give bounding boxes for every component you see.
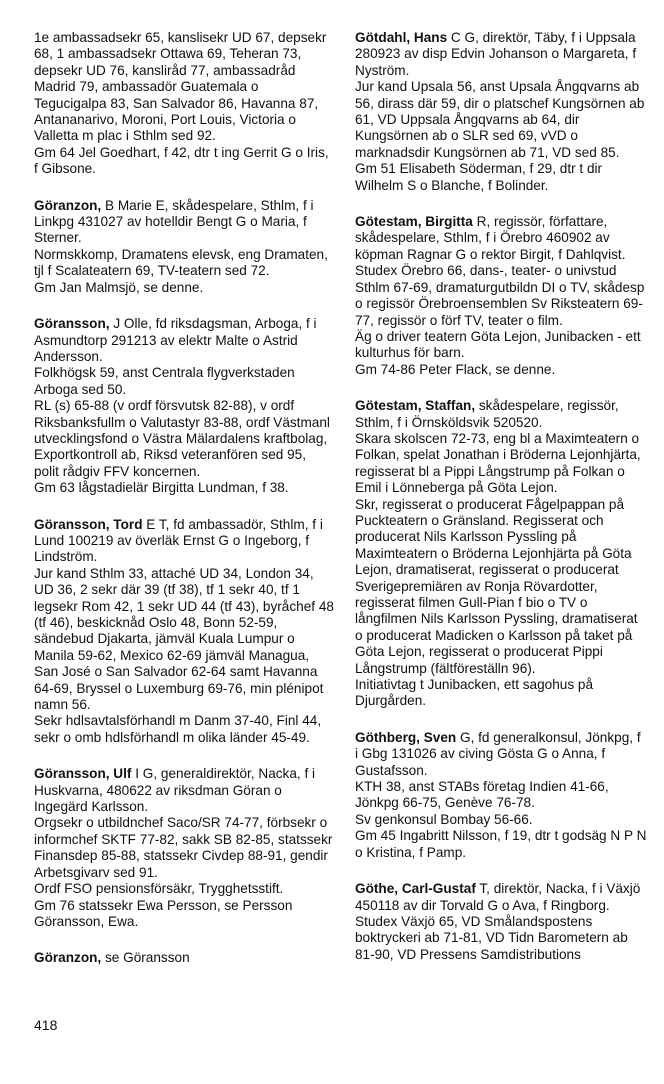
entry-text: Jur kand Sthlm 33, attaché UD 34, London 34, UD 36, 2 sekr där 39 (tf 38), tf 1 sekr 40, tf 1 legsekr Rom 42, 1 sekr UD 44 (tf 43), byråchef 48 (tf 46), beskicknåd Oslo 48, Bonn 52-59, sändebud Djakarta, jämväl Kuala Lumpur o Manila 59-62, Mexico 62-69 jämväl Managua, San José o San Salvador 62-64 samt Havanna 64-69, Bryssel o Luxemburg 69-76, min plénipot namn 56. bbox=[34, 565, 334, 713]
entry-text: Jur kand Upsala 56, anst Upsala Ångqvarns ab 56, dirass där 59, dir o platschef Kungsörnen ab 61, VD Uppsala Ångqvarns ab 64, dir Kungsörnen ab o SLR sed 69, vVD o marknadsdir Kungsörnen ab 71, VD sed 85. bbox=[355, 79, 645, 160]
entry-text: T, direktör, Nacka, f i Växjö 450118 av dir Torvald G o Ava, f Ringborg. bbox=[355, 881, 641, 913]
right-column bbox=[355, 30, 647, 983]
entry-text: 1e ambassadsekr 65, kanslisekr UD 67, depsekr 68, 1 ambassadsekr Ottawa 69, Teheran 73, depsekr UD 76, kansliråd 77, ambassadråd Madrid 79, ambassadör Guatemala o Tegucigalpa 83, San Salvador 86, Havanna 87, Antananarivo, Moroni, Port Louis, Victoria o Valletta m plac i Sthlm sed 92. bbox=[34, 30, 327, 144]
entry-paragraph bbox=[355, 812, 647, 828]
biography-entry bbox=[34, 316, 334, 496]
entry-text: G, fd generalkonsul, Jönkpg, f i Gbg 131026 av civing Gösta G o Anna, f Gustafsson. bbox=[355, 729, 641, 778]
entry-paragraph bbox=[355, 677, 647, 710]
entry-paragraph bbox=[34, 247, 334, 280]
entry-name: Göranzon, bbox=[34, 950, 102, 966]
entry-paragraph bbox=[34, 815, 334, 881]
entry-name: Göranzon, bbox=[34, 197, 102, 213]
entry-paragraph bbox=[355, 161, 647, 194]
biography-entry bbox=[34, 766, 334, 930]
entry-heading-line bbox=[34, 517, 334, 566]
entry-paragraph bbox=[355, 79, 647, 161]
entry-text: Folkhögsk 59, anst Centrala flygverkstaden Arboga sed 50. bbox=[34, 365, 295, 397]
entry-paragraph bbox=[34, 713, 334, 746]
entry-heading-line bbox=[355, 214, 647, 263]
entry-paragraph bbox=[34, 280, 334, 296]
entry-text: Normskkomp, Dramatens elevsk, eng Dramaten, tjl f Scalateatern 69, TV-teatern sed 72. bbox=[34, 246, 328, 279]
entry-text: Skara skolscen 72-73, eng bl a Maximteatern o Folkan, spelat Jonathan i Bröderna Lejonhjärta, regisserat bl a Pippi Långstrump på Folkan o Emil i Lönneberga på Göta Lejon. bbox=[355, 430, 641, 496]
biography-entry bbox=[355, 398, 647, 710]
biography-entry bbox=[34, 198, 334, 296]
entry-paragraph bbox=[34, 898, 334, 931]
entry-paragraph bbox=[355, 497, 647, 677]
entry-paragraph bbox=[34, 398, 334, 480]
entry-text: Gm 64 Jel Goedhart, f 42, dtr t ing Gerrit G o Iris, f Gibsone. bbox=[34, 144, 329, 177]
entry-heading-line bbox=[34, 950, 334, 966]
biography-entry bbox=[355, 730, 647, 861]
entry-paragraph bbox=[34, 365, 334, 398]
biography-entry bbox=[34, 30, 334, 178]
entry-heading-line bbox=[355, 30, 647, 79]
entry-text: RL (s) 65-88 (v ordf försvutsk 82-88), v ordf Riksbanksfullm o Valutastyr 83-88, ordf Västmanl utvecklingsfond o Västra Mälardalens kraftbolag, Exportkontroll ab, Riksd veteranfören sed 95, polit rådgiv FFV koncernen. bbox=[34, 398, 330, 479]
biography-entry bbox=[355, 881, 647, 963]
entry-paragraph bbox=[34, 881, 334, 897]
entry-paragraph bbox=[34, 566, 334, 714]
entry-text: Äg o driver teatern Göta Lejon, Junibacken - ett kulturhus för barn. bbox=[355, 328, 641, 361]
entry-text: Gm 63 lågstadielär Birgitta Lundman, f 38. bbox=[34, 480, 289, 496]
entry-text: E T, fd ambassadör, Sthlm, f i Lund 100219 av överläk Ernst G o Ingeborg, f Lindström. bbox=[34, 516, 323, 565]
entry-paragraph bbox=[355, 263, 647, 329]
biography-entry bbox=[34, 517, 334, 747]
page-number: 418 bbox=[34, 1017, 58, 1033]
entry-heading-line bbox=[34, 766, 334, 815]
entry-text: skådespelare, regissör, Sthlm, f i Örnsköldsvik 520520. bbox=[355, 398, 619, 430]
entry-text: Sekr hdlsavtalsförhandl m Danm 37-40, Finl 44, sekr o omb hdlsförhandl m olika länder 45-49. bbox=[34, 713, 322, 745]
entry-text: Ordf FSO pensionsförsäkr, Trygghetsstift. bbox=[34, 881, 284, 897]
entry-text: I G, generaldirektör, Nacka, f i Huskvarna, 480622 av riksdman Göran o Ingegärd Karlsson. bbox=[34, 766, 316, 815]
entry-text: J Olle, fd riksdagsman, Arboga, f i Asmundtorp 291213 av elektr Malte o Astrid Andersson. bbox=[34, 316, 317, 364]
entry-text: Skr, regisserat o producerat Fågelpappan på Puckteatern o Gränsland. Regisserat och producerat Nils Karlsson Pyssling på Maximteatern o Bröderna Lejonhjärta på Göta Lejon, dramatiserat, regisserat o producerat Sverigepremiären av Ronja Rövardotter, regisserat filmen Gull-Pian f bio o TV o långfilmen Nils Karlsson Pyssling, dramatiserat o producerat Madicken o Karlsson på taket på Göta Lejon, regisserat o producerat Pippi Långstrump (fältföreställn 96). bbox=[355, 496, 638, 676]
entry-name: Göransson, bbox=[34, 316, 110, 332]
entry-text: Gm Jan Malmsjö, se denne. bbox=[34, 279, 204, 295]
entry-paragraph bbox=[34, 480, 334, 496]
entry-paragraph bbox=[355, 329, 647, 362]
biography-entry bbox=[355, 30, 647, 194]
entry-text: se Göransson bbox=[101, 950, 190, 966]
entry-text: Initiativtag t Junibacken, ett sagohus på Djurgården. bbox=[355, 677, 594, 709]
entry-text: B Marie E, skådespelare, Sthlm, f i Linkpg 431027 av hotelldir Bengt G o Maria, f Sterner. bbox=[34, 197, 314, 246]
entry-text: Gm 45 Ingabritt Nilsson, f 19, dtr t godsäg N P N o Kristina, f Pamp. bbox=[355, 828, 647, 860]
entry-name: Götestam, Birgitta bbox=[355, 214, 473, 230]
entry-name: Göthberg, Sven bbox=[355, 729, 457, 745]
entry-text: KTH 38, anst STABs företag Indien 41-66, Jönkpg 66-75, Genève 76-78. bbox=[355, 779, 609, 811]
entry-text: Orgsekr o utbildnchef Saco/SR 74-77, förbsekr o informchef SKTF 77-82, sakk SB 82-85, statssekr Finansdep 85-88, statssekr Civdep 88-91, gendir Arbetsgivarv sed 91. bbox=[34, 815, 333, 880]
entry-text: C G, direktör, Täby, f i Uppsala 280923 av disp Edvin Johanson o Margareta, f Nyström. bbox=[355, 30, 637, 78]
entry-text: Gm 76 statssekr Ewa Persson, se Persson Göransson, Ewa. bbox=[34, 897, 293, 929]
entry-text: Gm 74-86 Peter Flack, se denne. bbox=[355, 361, 556, 377]
entry-paragraph bbox=[355, 431, 647, 497]
left-column bbox=[34, 30, 334, 987]
entry-paragraph bbox=[355, 828, 647, 861]
entry-paragraph bbox=[34, 145, 334, 178]
entry-text: Gm 51 Elisabeth Söderman, f 29, dtr t dir Wilhelm S o Blanche, f Bolinder. bbox=[355, 161, 603, 193]
entry-text: Studex Växjö 65, VD Smålandspostens boktryckeri ab 71-81, VD Tidn Barometern ab 81-90, VD Pressens Samdistributions bbox=[355, 913, 628, 962]
entry-name: Götdahl, Hans bbox=[355, 30, 448, 45]
entry-paragraph bbox=[355, 779, 647, 812]
entry-paragraph bbox=[355, 362, 647, 378]
entry-heading-line bbox=[355, 730, 647, 779]
entry-heading-line bbox=[34, 316, 334, 365]
entry-name: Göthe, Carl-Gustaf bbox=[355, 881, 476, 897]
entry-text: R, regissör, författare, skådespelare, Sthlm, f i Örebro 460902 av köpman Ragnar G o rektor Birgit, f Dahlqvist. bbox=[355, 214, 626, 262]
entry-heading-line bbox=[355, 398, 647, 431]
biography-entry bbox=[355, 214, 647, 378]
entry-heading-line bbox=[34, 198, 334, 247]
entry-text: Sv genkonsul Bombay 56-66. bbox=[355, 811, 533, 827]
entry-name: Göransson, Tord bbox=[34, 516, 143, 532]
biography-entry bbox=[34, 950, 334, 966]
entry-paragraph bbox=[355, 914, 647, 963]
entry-text: Studex Örebro 66, dans-, teater- o univstud Sthlm 67-69, dramaturgutbildn DI o TV, skådesp o regissör Örebroensemblen Sv Riksteatern 69-77, regissör o förf TV, teater o film. bbox=[355, 263, 645, 328]
entry-heading-line bbox=[355, 881, 647, 914]
entry-heading-line bbox=[34, 30, 334, 145]
entry-name: Göransson, Ulf bbox=[34, 766, 132, 782]
entry-name: Götestam, Staffan, bbox=[355, 398, 476, 414]
